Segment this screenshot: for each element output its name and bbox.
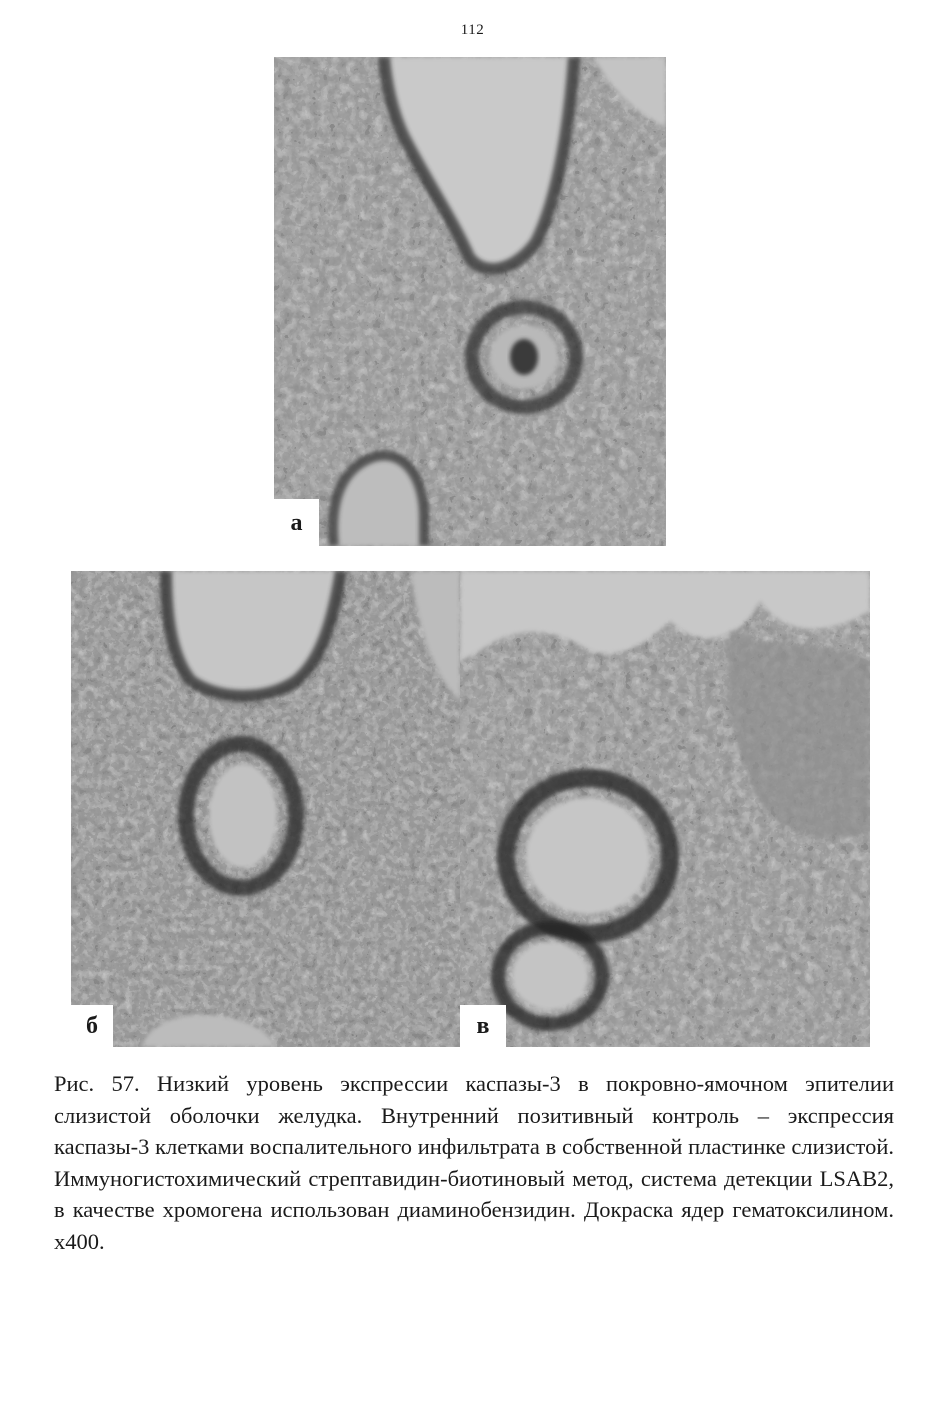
panel-label-c: в — [460, 1005, 506, 1047]
micrograph-c-image — [460, 571, 870, 1047]
micrograph-panel-b — [71, 571, 460, 1047]
micrograph-b-image — [71, 571, 460, 1047]
panel-label-b: б — [71, 1005, 113, 1047]
panel-label-a: а — [274, 499, 319, 546]
micrograph-panel-c — [460, 571, 870, 1047]
figure-caption: Рис. 57. Низкий уровень экспрессии каспазы-3 в покровно-ямочном эпителии слизистой оболочки желудка. Внутренний позитивный контроль – экспрессия каспазы-3 клетками воспалительного инфильтрата в собственной пластинке слизистой. Иммуногистохимический стрептавидин-биотиновый метод, система детекции LSAB2, в качестве хромогена использован диаминобензидин. Докраска ядер гематоксилином. х400. — [54, 1071, 894, 1254]
micrograph-panel-a — [274, 57, 666, 546]
micrograph-a-image — [274, 57, 666, 546]
page-number: 112 — [460, 22, 485, 38]
